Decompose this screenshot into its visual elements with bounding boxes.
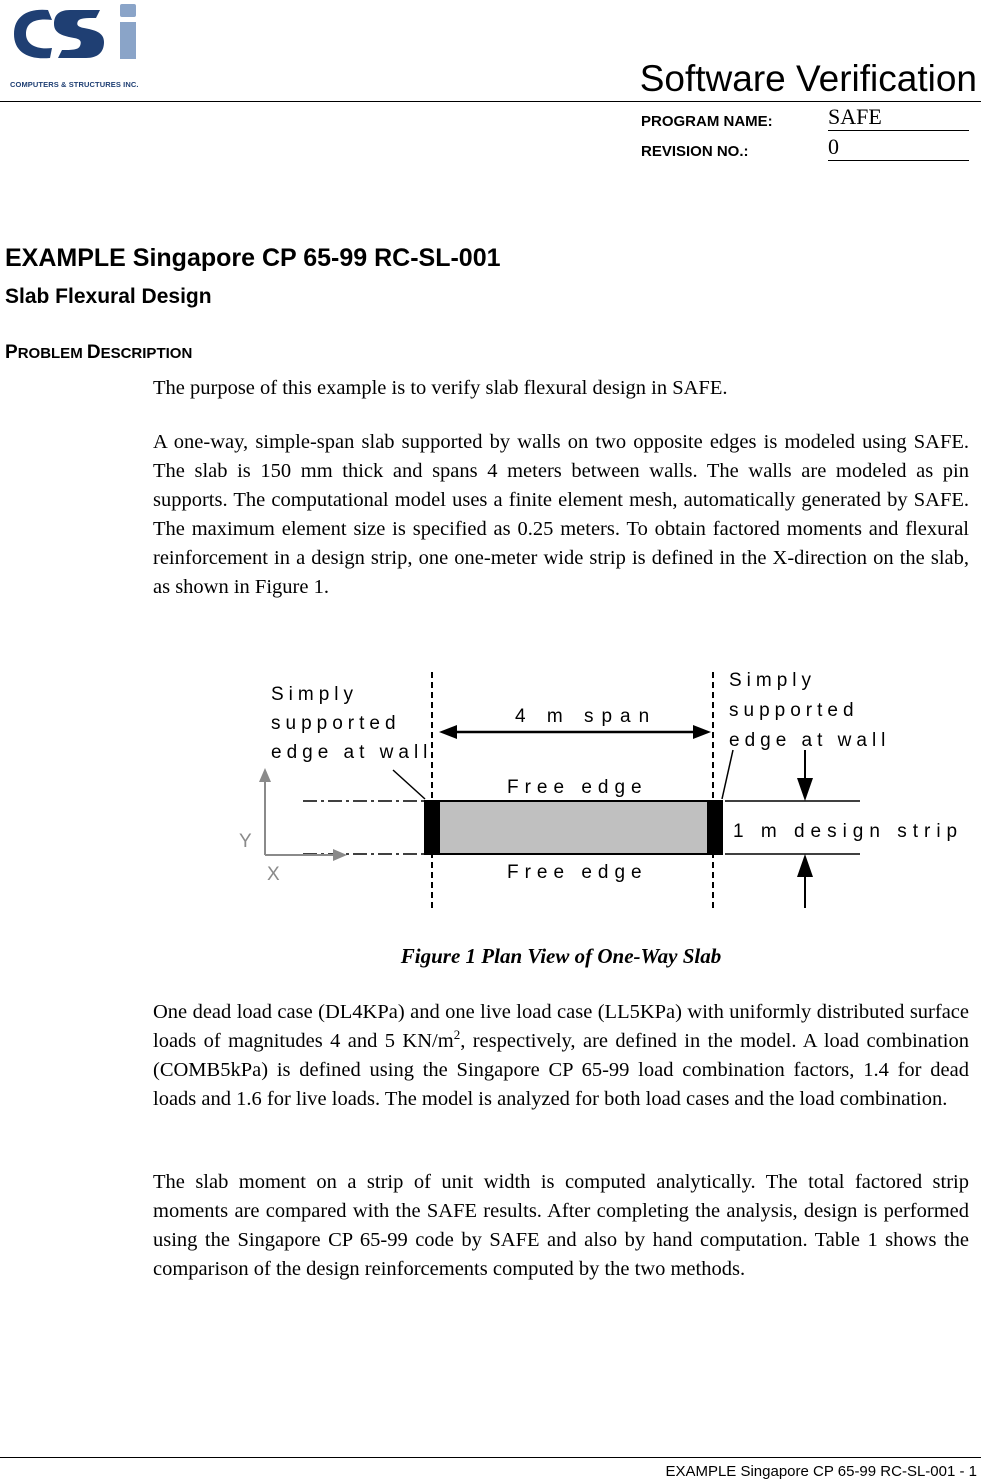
label-right-1: Simply <box>729 670 817 691</box>
revision-value: 0 <box>828 134 969 161</box>
left-wall <box>425 801 440 854</box>
problem-description-heading <box>5 342 192 364</box>
csi-logo-graphic <box>8 2 143 92</box>
paragraph-purpose: The purpose of this example is to verify slab flexural design in SAFE. <box>153 377 728 399</box>
footer-rule <box>0 1457 981 1458</box>
right-wall <box>707 801 722 854</box>
logo-caption: COMPUTERS & STRUCTURES INC. <box>10 80 139 89</box>
footer-text: EXAMPLE Singapore CP 65-99 RC-SL-001 - 1 <box>665 1463 977 1480</box>
axis-y-label: Y <box>239 831 252 852</box>
label-right-3: edge at wall <box>729 730 891 751</box>
slab-strip <box>425 801 722 854</box>
axis-x-label: X <box>267 864 280 885</box>
figure-plan-view-graphic <box>235 650 964 925</box>
paragraph-loads-part-a: One dead load case (DL4KPa) and one live load case (LL5KPa) with uniformly distributed surface loads of magnitudes 4 and 5 KN/m <box>153 1001 969 1052</box>
label-left-1: Simply <box>271 684 359 705</box>
label-left-2: supported <box>271 713 401 734</box>
label-right-2: supported <box>729 700 859 721</box>
program-name-value: SAFE <box>828 104 969 131</box>
heading-cap-p: P <box>5 342 18 363</box>
heading-cap-d: D <box>86 342 101 363</box>
heading-rest-1: ROBLEM <box>17 345 87 362</box>
example-title: EXAMPLE Singapore CP 65-99 RC-SL-001 <box>5 244 501 272</box>
paragraph-loads-superscript: 2 <box>453 1027 461 1043</box>
header-rule <box>0 101 981 102</box>
strip-label: 1 m design strip <box>733 821 964 842</box>
example-subtitle: Slab Flexural Design <box>5 285 212 308</box>
paragraph-comparison: The slab moment on a strip of unit width is computed analytically. The total factored strip moments are compared with the SAFE results. After completing the analysis, design is performed using the Singapore CP 65-99 code by SAFE and also by hand computation. Table 1 shows the comparison of the design reinforcements computed by the two methods. <box>153 1171 969 1280</box>
span-label: 4 m span <box>515 706 658 727</box>
paragraph-model: A one-way, simple-span slab supported by walls on two opposite edges is modeled using SAFE. The slab is 150 mm thick and spans 4 meters between walls. The walls are modeled as pin supports. The computational model uses a finite element mesh, automatically generated by SAFE. The maximum element size is specified as 0.25 meters. To obtain factored moments and flexural reinforcement in a design strip, one one-meter wide strip is defined in the X-direction on the slab, as shown in Figure 1. <box>153 431 969 598</box>
free-edge-top-label: Free edge <box>507 777 648 798</box>
figure-caption: Figure 1 Plan View of One-Way Slab <box>400 944 722 968</box>
software-verification-title: Software Verification <box>639 58 977 99</box>
revision-label: REVISION NO.: <box>641 143 749 160</box>
heading-rest-2: ESCRIPTION <box>100 345 193 362</box>
figure-plan-view <box>235 650 964 925</box>
label-left-3: edge at wall <box>271 742 433 763</box>
csi-logo <box>8 2 143 92</box>
free-edge-bottom-label: Free edge <box>507 862 648 883</box>
program-name-label: PROGRAM NAME: <box>641 113 773 130</box>
paragraph-loads <box>153 998 969 1114</box>
paragraph-loads-part-b: , respectively, are defined in the model. A load combination (COMB5kPa) is defined using the Singapore CP 65-99 load combination factors, 1.4 for dead loads and 1.6 for live loads. The model is analyzed for both load cases and the load combination. <box>153 1030 970 1110</box>
